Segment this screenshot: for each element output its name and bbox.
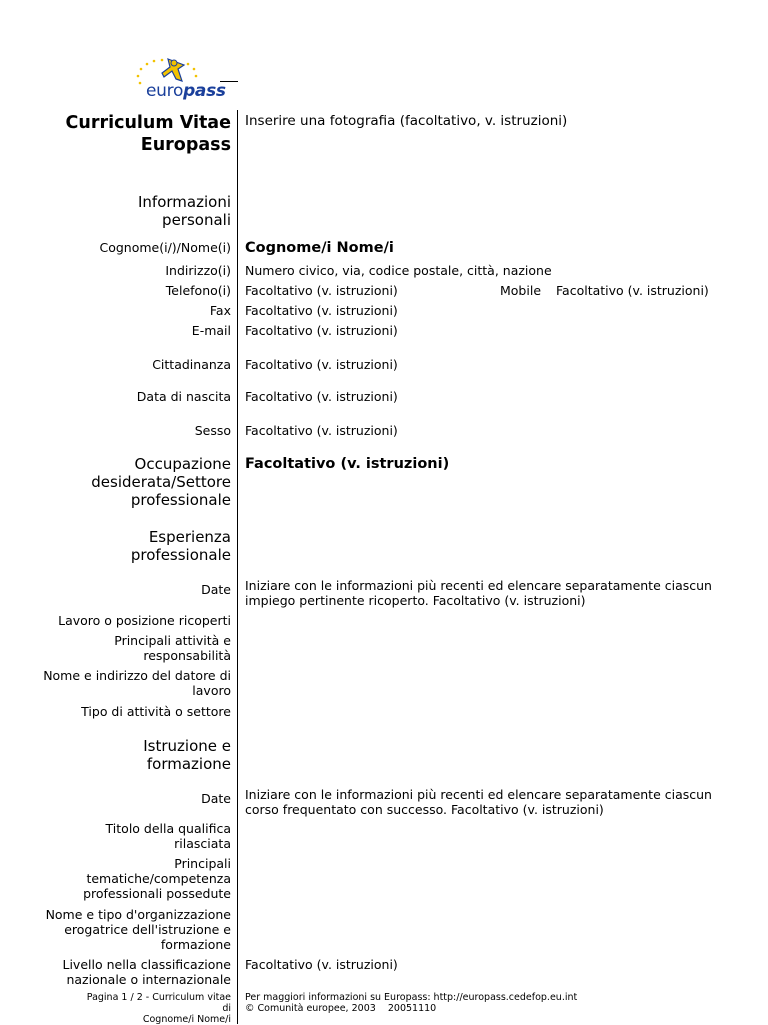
fax-value: Facoltativo (v. istruzioni) — [245, 303, 398, 318]
sector-label: Tipo di attività o settore — [81, 704, 231, 719]
address-label: Indirizzo(i) — [165, 263, 231, 278]
mobile-label: Mobile — [500, 283, 542, 298]
skills-label: Principali tematiche/competenza professionali possedute — [83, 856, 231, 901]
section-occupation: Occupazione desiderata/Settore professionale — [91, 455, 231, 509]
name-label: Cognome(i/)/Nome(i) — [99, 240, 231, 255]
gender-label: Sesso — [194, 423, 231, 438]
education-dates-label: Date — [201, 791, 231, 806]
birth-date-value: Facoltativo (v. istruzioni) — [245, 389, 398, 404]
section-experience: Esperienza professionale — [130, 528, 231, 564]
footer-europass-info: Per maggiori informazioni su Europass: http://europass.cedefop.eu.int © Comunità europee, 2003 20051110 — [245, 992, 578, 1014]
qualification-label: Titolo della qualifica rilasciata — [105, 821, 231, 851]
logo-wordmark: europass — [146, 81, 226, 101]
cv-title: Curriculum Vitae Europass — [65, 113, 231, 155]
footer-page-info: Pagina 1 / 2 - Curriculum vitae di Cognome/i Nome/i — [86, 992, 231, 1025]
logo-rule — [220, 81, 238, 82]
column-divider — [237, 110, 238, 1024]
position-label: Lavoro o posizione ricoperti — [58, 613, 231, 628]
organisation-label: Nome e tipo d'organizzazione erogatrice dell'istruzione e formazione — [45, 907, 231, 952]
experience-dates-value: Iniziare con le informazioni più recenti ed elencare separatamente ciascun impiego pertinente ricoperto. Facoltativo (v. istruzioni) — [245, 578, 712, 608]
phone-value: Facoltativo (v. istruzioni) — [245, 283, 398, 298]
occupation-value: Facoltativo (v. istruzioni) — [245, 456, 450, 472]
activities-label: Principali attività e responsabilità — [114, 633, 231, 663]
section-personal-info: Informazioni personali — [138, 193, 231, 229]
citizenship-value: Facoltativo (v. istruzioni) — [245, 357, 398, 372]
section-education: Istruzione e formazione — [143, 737, 231, 773]
employer-label: Nome e indirizzo del datore di lavoro — [43, 668, 231, 698]
email-value: Facoltativo (v. istruzioni) — [245, 323, 398, 338]
address-value: Numero civico, via, codice postale, città, nazione — [245, 263, 552, 278]
name-value: Cognome/i Nome/i — [245, 240, 394, 256]
citizenship-label: Cittadinanza — [152, 357, 231, 372]
photo-note: Inserire una fotografia (facoltativo, v. istruzioni) — [245, 113, 568, 129]
email-label: E-mail — [191, 323, 231, 338]
level-label: Livello nella classificazione nazionale o internazionale — [62, 957, 231, 987]
fax-label: Fax — [209, 303, 231, 318]
education-dates-value: Iniziare con le informazioni più recenti ed elencare separatamente ciascun corso frequentato con successo. Facoltativo (v. istruzioni) — [245, 787, 712, 817]
birth-date-label: Data di nascita — [136, 389, 231, 404]
phone-label: Telefono(i) — [165, 283, 231, 298]
level-value: Facoltativo (v. istruzioni) — [245, 957, 398, 972]
europass-logo — [132, 55, 240, 107]
mobile-value: Facoltativo (v. istruzioni) — [556, 283, 709, 298]
gender-value: Facoltativo (v. istruzioni) — [245, 423, 398, 438]
experience-dates-label: Date — [201, 582, 231, 597]
